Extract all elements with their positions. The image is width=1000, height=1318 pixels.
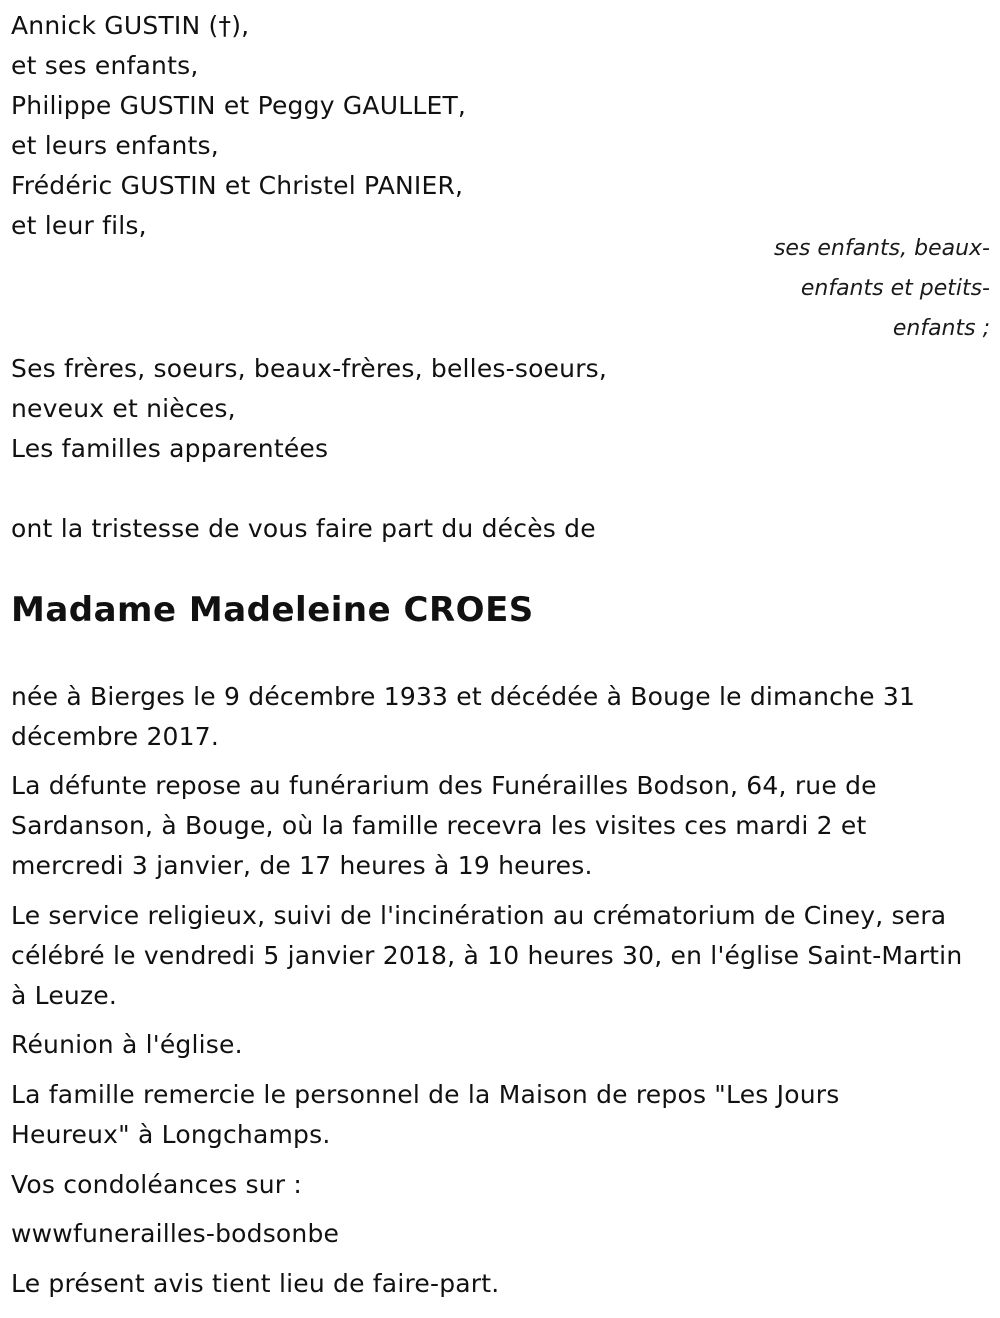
family-line-2: et ses enfants, — [11, 51, 199, 80]
deceased-name: Madame Madeleine CROES — [11, 590, 534, 630]
family-line-1: Annick GUSTIN (†), — [11, 11, 250, 40]
birth-line-1: née à Bierges le 9 décembre 1933 et décédée à Bouge le dimanche 31 — [11, 682, 916, 711]
family-line-5: Frédéric GUSTIN et Christel PANIER, — [11, 171, 464, 200]
website-link[interactable]: wwwfunerailles-bodsonbe — [11, 1219, 340, 1248]
service-line-3: à Leuze. — [11, 981, 118, 1010]
family-note-line-2: enfants et petits- — [800, 276, 990, 301]
service-line-1: Le service religieux, suivi de l'incinération au crématorium de Ciney, sera — [11, 901, 947, 930]
meeting-line: Réunion à l'église. — [11, 1030, 243, 1059]
family-line-4: et leurs enfants, — [11, 131, 219, 160]
condolences-label: Vos condoléances sur : — [11, 1170, 302, 1199]
family-note-line-3: enfants ; — [892, 316, 990, 341]
relatives-line-3: Les familles apparentées — [11, 434, 329, 463]
thanks-line-1: La famille remercie le personnel de la Maison de repos "Les Jours — [11, 1080, 840, 1109]
relatives-line-2: neveux et nièces, — [11, 394, 236, 423]
service-line-2: célébré le vendredi 5 janvier 2018, à 10 heures 30, en l'église Saint-Martin — [11, 941, 963, 970]
closing-line: Le présent avis tient lieu de faire-part. — [11, 1269, 500, 1298]
funerarium-line-3: mercredi 3 janvier, de 17 heures à 19 heures. — [11, 851, 593, 880]
birth-line-2: décembre 2017. — [11, 722, 220, 751]
family-line-3: Philippe GUSTIN et Peggy GAULLET, — [11, 91, 467, 120]
thanks-line-2: Heureux" à Longchamps. — [11, 1120, 331, 1149]
relatives-line-1: Ses frères, soeurs, beaux-frères, belles-soeurs, — [11, 354, 608, 383]
funerarium-line-1: La défunte repose au funérarium des Funérailles Bodson, 64, rue de — [11, 771, 877, 800]
funerarium-line-2: Sardanson, à Bouge, où la famille recevra les visites ces mardi 2 et — [11, 811, 867, 840]
family-line-6: et leur fils, — [11, 211, 147, 240]
announcement-text: ont la tristesse de vous faire part du décès de — [11, 514, 596, 543]
family-note-line-1: ses enfants, beaux- — [773, 236, 990, 261]
